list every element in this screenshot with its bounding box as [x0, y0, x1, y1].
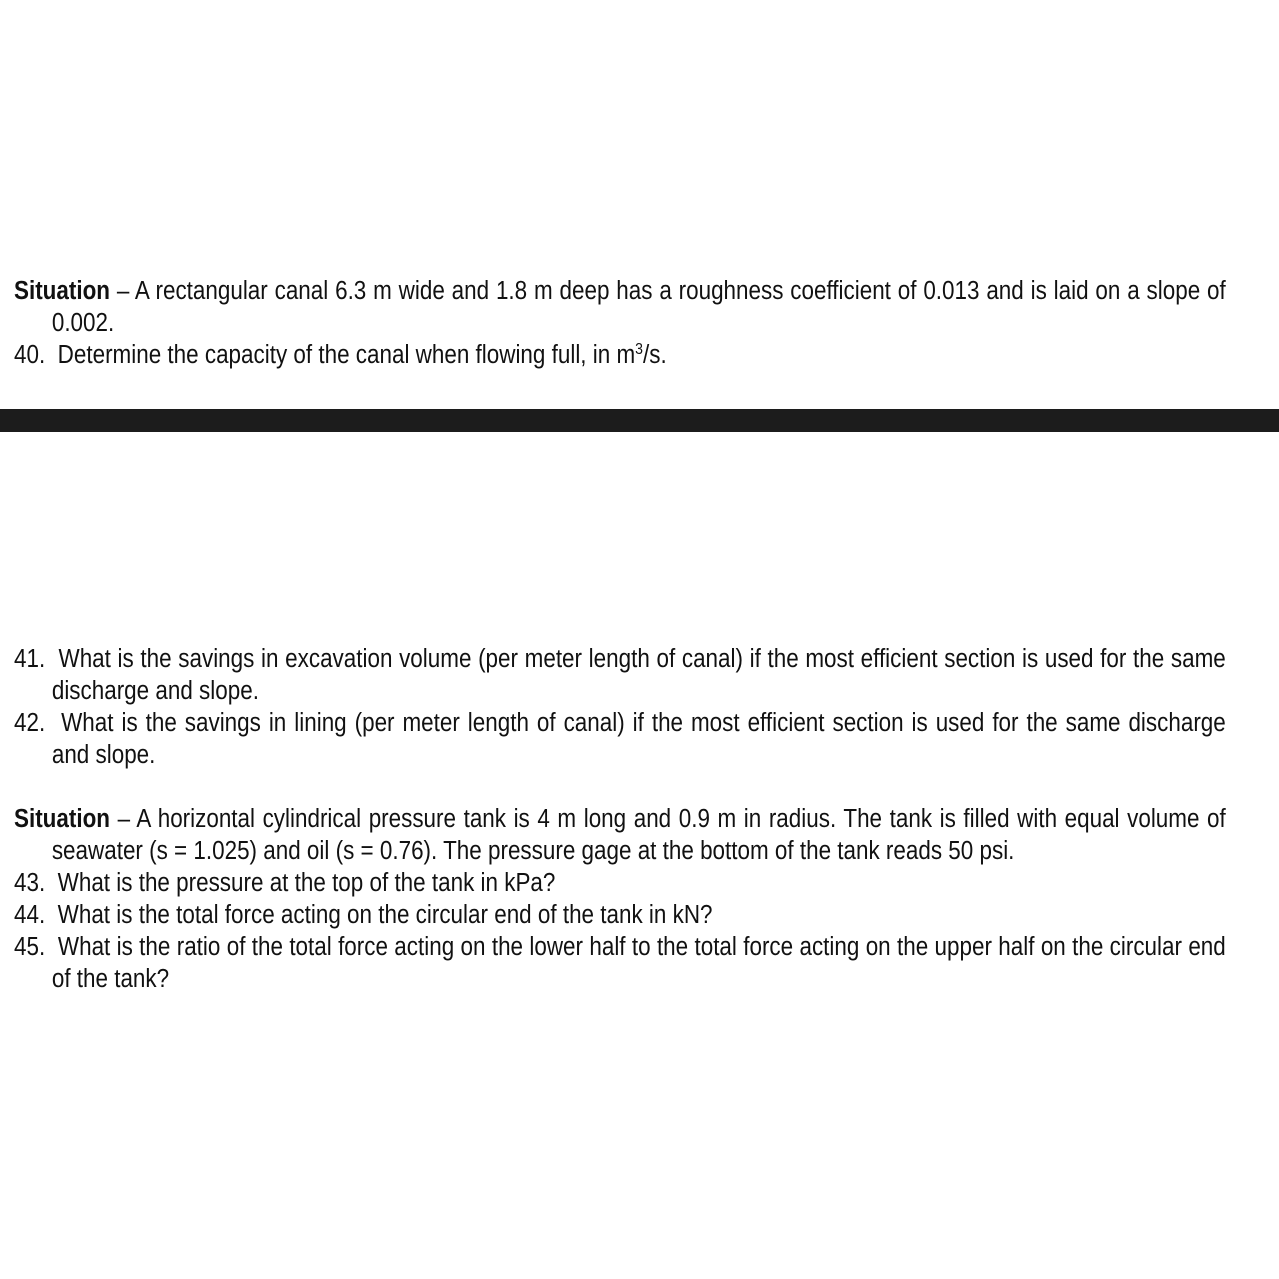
situation-tank-text: – A horizontal cylindrical pressure tank is 4 m long and 0.9 m in radius. The tank is filled with equal volume of seawater (s = 1.025) and oil (s = 0.76). The pressure gage at the bottom of the tank reads 50 psi. — [51, 805, 1226, 865]
question-41 — [14, 643, 1226, 707]
situation-canal-paragraph — [14, 275, 1226, 339]
question-42 — [14, 707, 1226, 771]
situation-label: Situation — [14, 805, 110, 833]
question-44 — [14, 899, 1226, 931]
question-number: 43. — [14, 869, 46, 897]
question-42-text: What is the savings in lining (per meter length of canal) if the most efficient section is used for the same discharge and slope. — [51, 709, 1226, 769]
question-40-text: Determine the capacity of the canal when flowing full, in m — [57, 341, 636, 369]
situation-canal-text: – A rectangular canal 6.3 m wide and 1.8 m deep has a roughness coefficient of 0.013 and is laid on a slope of 0.002. — [51, 277, 1226, 337]
question-number: 42. — [14, 709, 46, 737]
question-45-text: What is the ratio of the total force acting on the lower half to the total force acting on the upper half on the circular end of the tank? — [51, 933, 1226, 993]
situation-label: Situation — [14, 277, 110, 305]
situation-tank-block — [14, 803, 1226, 995]
question-40-suffix: /s. — [643, 341, 667, 369]
situation-tank-paragraph — [14, 803, 1226, 867]
question-number: 45. — [14, 933, 46, 961]
black-divider-bar — [0, 409, 1279, 432]
situation-canal-block — [14, 275, 1226, 371]
question-44-text: What is the total force acting on the circular end of the tank in kN? — [57, 901, 713, 929]
question-43-text: What is the pressure at the top of the tank in kPa? — [57, 869, 556, 897]
question-40 — [14, 339, 1226, 371]
question-43 — [14, 867, 1226, 899]
question-41-text: What is the savings in excavation volume (per meter length of canal) if the most efficient section is used for the same discharge and slope. — [51, 645, 1226, 705]
question-number: 40. — [14, 341, 46, 369]
question-number: 41. — [14, 645, 46, 673]
superscript-three: 3 — [635, 341, 644, 358]
question-45 — [14, 931, 1226, 995]
question-number: 44. — [14, 901, 46, 929]
canal-questions-block — [14, 643, 1226, 771]
